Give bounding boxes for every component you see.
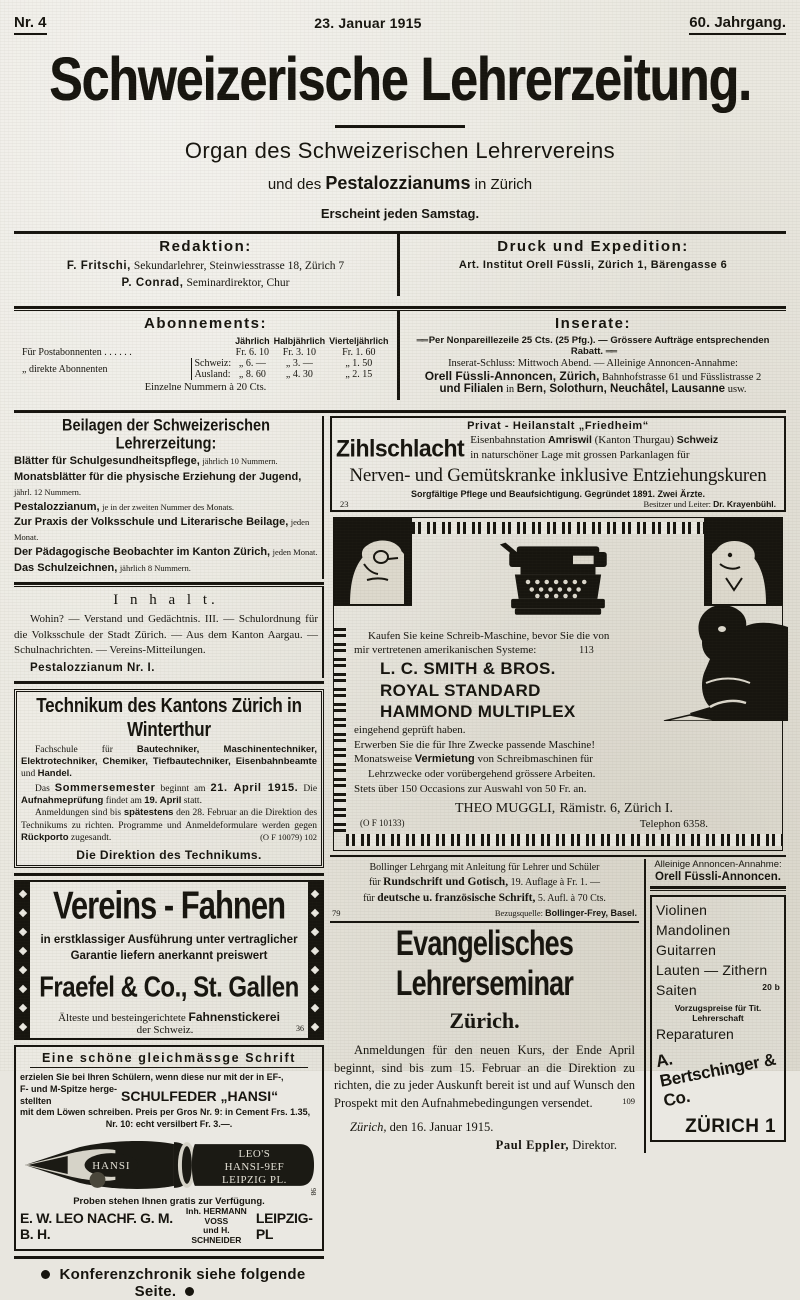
divider-below-masthead [14, 410, 786, 413]
semester-die: Die [303, 783, 318, 794]
typewriter-illustration-row [334, 518, 782, 627]
subtitle-pestalozzianum: Pestalozzianums [325, 173, 471, 193]
ornament-right [308, 882, 322, 1038]
instruments-company: A. Bertschinger & Co. [654, 1049, 778, 1111]
country: Schweiz [676, 434, 719, 447]
zihlschlacht-setting: in naturschöner Lage mit grossen Parkanlagen für [470, 449, 690, 462]
typewriter-brand-3: HAMMOND MULTIPLEX [380, 702, 576, 722]
inserate-block [400, 311, 786, 400]
portrait-old-man-icon [334, 518, 412, 606]
inserate-rates: ══ Per Nonpareillezeile 25 Cts. (25 Pfg.). — Grössere Aufträge entsprechenden Rabatt. ══ [416, 335, 770, 358]
issue-number: Nr. 4 [14, 14, 47, 35]
old-man-face-icon [334, 518, 412, 606]
schulfeder-brand-row [20, 1084, 318, 1107]
beilage-note: jeden Monat. [14, 517, 310, 542]
beilage-note: jährl. 12 Nummern. [14, 486, 82, 497]
tagline-lead: Älteste und besteingerichtete [58, 1012, 186, 1025]
zihlschlacht-location-line [470, 433, 780, 448]
inserate-heading: Inserate: [554, 315, 632, 333]
table-row [20, 358, 391, 369]
exam-statt: statt. [183, 795, 202, 806]
druck-address: Art. Institut Orell Füssli, Zürich 1, Bärengasse 6 [458, 259, 728, 271]
intro-text-1: Kaufen Sie keine Schreib-Maschine, bevor Sie die von [368, 629, 610, 642]
schulfeder-line-3: stellten [20, 1095, 52, 1106]
annoncen-line-1: Alleinige Annoncen-Annahme: [654, 859, 782, 871]
exam-on: findet am [105, 795, 142, 806]
dealer-address: Rämistr. 6, Zürich I. [559, 801, 674, 817]
typewriter-icon [483, 540, 633, 622]
care-note: Sorgfältige Pflege und Beaufsichtigung. [410, 488, 582, 499]
programs-and: und [21, 769, 36, 780]
inserate-agency [406, 369, 780, 383]
schulfeder-line-4: mit dem Löwen schreiben. Preis per Gros Nr. 9: in Cement Frs. 1.35, [20, 1107, 311, 1118]
zihlschlacht-description [470, 433, 780, 462]
station-name: Amriswil [548, 434, 592, 447]
seminar-place: Zürich, [350, 1119, 387, 1134]
row-value: „ 3. — [285, 358, 313, 370]
instrument-item-last [656, 981, 780, 1001]
rental-word: Vermietung [414, 753, 475, 766]
dealer-name: THEO MUGGLI, [454, 801, 556, 817]
fahnen-line-1: in erstklassiger Ausführung unter vertraglicher [40, 934, 298, 947]
ad-reference-code: 109 [622, 1096, 635, 1107]
programs-lead: Fachschule für [35, 744, 113, 755]
owner-label: Besitzer und Leiter: [643, 498, 712, 509]
bollinger-course-2: deutsche u. französische Schrift, [377, 892, 536, 904]
divider-right-column [330, 855, 786, 857]
list-item [14, 545, 318, 561]
seminar-date-line [334, 1120, 635, 1135]
schulfeder-line-1: erzielen Sie bei Ihren Schülern, wenn diese nur mit der in EF-, [20, 1072, 284, 1083]
masthead-info-row-2 [14, 311, 786, 400]
ad-typewriter-muggli[interactable] [330, 517, 786, 852]
editor-1-name: F. Fritschi, [66, 260, 131, 272]
exam-label: Aufnahmeprüfung [21, 794, 104, 806]
zihlschlacht-owner-row [336, 499, 780, 509]
exam-date: 19. April [144, 794, 182, 806]
divider-mid [14, 306, 786, 309]
right-narrow-column [644, 859, 786, 1153]
list-item [14, 515, 318, 545]
seminar-signature [334, 1138, 635, 1153]
typewriter-p3: Lehrzwecke oder vorübergehend grössere Arbeiten. [368, 768, 596, 781]
row-value: „ 8. 60 [238, 369, 266, 381]
bullet-dot-left [41, 1270, 50, 1279]
typewriter-text-row [334, 627, 782, 833]
table-header-row [20, 335, 391, 347]
reg-lead: Anmeldungen sind bis [35, 808, 122, 819]
zihlschlacht-footer [336, 489, 780, 499]
rental-monthly: Monatsweise [354, 753, 413, 766]
subtitle-prefix: und des [267, 176, 322, 193]
bullet-dot-right [185, 1287, 194, 1296]
col-jaehrlich: Jährlich [235, 336, 270, 347]
instruments-repairs: Reparaturen [656, 1025, 734, 1042]
bollinger-fuer-1: für [368, 877, 381, 889]
bollinger-price-1: 19. Auflage à Fr. 1. — [510, 877, 601, 889]
right-bottom-row [330, 859, 786, 1153]
fahnen-line-2: Garantie liefern anerkannt preiswert [70, 949, 268, 962]
schulfeder-line-2: F- und M-Spitze herge- [20, 1084, 117, 1095]
subtitle-suffix: in Zürich [474, 176, 533, 193]
ad-reference-code: 79 [332, 907, 341, 918]
reg-deadline-word: spätestens [123, 807, 174, 819]
seminar-body [334, 1042, 635, 1113]
ad-bollinger[interactable] [330, 859, 639, 923]
redaktion-editor-1 [20, 258, 391, 275]
technikum-programs [21, 744, 317, 781]
schulfeder-line-5: Nr. 10: echt versilbert Fr. 3.—. [105, 1119, 233, 1130]
semester-name: Sommersemester [54, 781, 156, 794]
konferenzchronik-notice [14, 1266, 324, 1300]
beilage-note: je in der zweiten Nummer des Monats. [102, 501, 235, 512]
greek-key-border-left [334, 627, 346, 833]
schulfeder-maker-row [20, 1207, 318, 1246]
beilage-note: jährlich 8 Nummern. [119, 562, 191, 573]
typewriter-dealer-line [354, 799, 774, 817]
instrument-item: Saiten [656, 981, 697, 998]
instrument-item: Violinen [656, 902, 708, 919]
instruments-discount-note: Vorzugspreise für Tit. Lehrerschaft [674, 1002, 762, 1023]
annoncen-line-2: Orell Füssli-Annoncen. [655, 871, 781, 884]
masthead-subtitle-pestalozzianum [14, 173, 786, 194]
technikum-signature: Die Direktion des Technikums. [76, 848, 262, 863]
typewriter-p2 [354, 752, 774, 767]
beilage-name: Der Pädagogische Beobachter im Kanton Zürich, [14, 546, 271, 559]
row-value: Fr. 6. 10 [235, 347, 270, 359]
list-item [14, 561, 318, 577]
bollinger-footer [332, 907, 637, 918]
ad-reference-code: 23 [340, 498, 349, 509]
divider-inhalt [14, 681, 324, 684]
beilage-name: Das Schulzeichnen, [14, 561, 118, 574]
editor-2-name: P. Conrad, [121, 276, 184, 289]
inserate-rates-text: Per Nonpareillezeile 25 Cts. (25 Pfg.). — Grössere Aufträge entsprechenden Rabatt. [428, 335, 770, 358]
beilage-name: Zur Praxis der Volksschule und Literarische Beilage, [14, 516, 289, 529]
ad-reference-code: (O F 10133) [360, 818, 405, 829]
branches-label: und Filialen [439, 383, 504, 396]
technikum-registration [21, 807, 317, 844]
ad-reference-code-top: 113 [579, 645, 594, 657]
beilage-name: Monatsblätter für die physische Erziehung der Jugend, [14, 470, 302, 483]
young-man-face-icon [704, 518, 782, 606]
inserate-branches [406, 383, 780, 395]
bollinger-line-3 [332, 891, 637, 907]
col-halbjaehrlich: Halbjährlich [273, 336, 326, 347]
greek-key-border-top [412, 522, 704, 534]
reg-sent: zugesandt. [70, 832, 112, 843]
instruments-city: ZÜRICH 1 [685, 1115, 776, 1137]
row-label: „ direkte Abonnenten [20, 358, 192, 380]
founded-year: Gegründet 1891. [584, 488, 656, 499]
ad-reference-code: 98 [309, 1188, 318, 1196]
source-label: Bezugsquelle: [494, 907, 544, 918]
page-title: Schweizerische Lehrerzeitung. [49, 45, 751, 114]
ad-reference-code: (O F 10079) 102 [260, 831, 317, 842]
instrument-item: Mandolinen [656, 922, 731, 939]
abonnements-heading: Abonnements: [144, 315, 267, 333]
owner-block [644, 499, 776, 509]
branches-cities: Bern, Solothurn, Neuchâtel, Lausanne [516, 383, 726, 396]
typewriter-copy [346, 627, 782, 833]
divider-beilagen [14, 582, 324, 585]
tagline-craft: Fahnenstickerei [188, 1010, 280, 1025]
fahnen-company: Fraefel & Co., St. Gallen [39, 971, 299, 1004]
maker-owners [180, 1207, 253, 1246]
zihlschlacht-name: Zihlschlacht [336, 433, 465, 462]
abonnements-block [14, 311, 400, 400]
content-columns [14, 416, 786, 1299]
ad-bertschinger-instruments[interactable] [650, 895, 786, 1141]
fahnen-title: Vereins - Fahnen [52, 883, 286, 928]
schulfeder-title: Eine schöne gleichmässge Schrift [30, 1051, 308, 1068]
seminar-body-text: Anmeldungen für den neuen Kurs, der Ende April beginnt, sind bis zum 15. Februar an die Direktion zu richten, die zu jeder Auskunft bereit ist und auf Wunsch den Prospekt mit den Aufnahmebedingungen versendet. [334, 1042, 635, 1111]
divider-before-konferenz [14, 1256, 324, 1259]
row-value: „ 2. 15 [345, 369, 373, 381]
typewriter-after: eingehend geprüft haben. [354, 724, 466, 737]
inhalt-section [14, 587, 324, 677]
list-item [14, 454, 318, 470]
editor-2-detail: Seminardirektor, Chur [186, 276, 290, 289]
row-value: „ 6. — [238, 358, 266, 370]
list-item [14, 470, 318, 500]
ad-reference-code: 20 b [762, 981, 780, 992]
right-column [330, 416, 786, 1299]
canton: (Kanton Thurgau) [594, 434, 674, 447]
fahnen-tagline-2 [34, 1024, 304, 1036]
row-value: „ 4. 30 [285, 369, 313, 381]
typewriter-brand-2: ROYAL STANDARD [380, 680, 541, 700]
annoncen-notice [650, 859, 786, 883]
portrait-young-man-icon [704, 518, 782, 606]
beilagen-section [14, 416, 324, 579]
col-vierteljaehrlich: Vierteljährlich [329, 336, 389, 347]
signer-role: Direktor. [572, 1137, 617, 1152]
beilagen-title: Beilagen der Schweizerischen Lehrerzeitung: [62, 417, 270, 454]
typewriter-intro-2 [354, 643, 774, 658]
zihlschlacht-services: Nerven- und Gemütskranke inklusive Entziehungskuren [349, 464, 767, 486]
typewriter-brand-1: L. C. SMITH & BROS. [380, 658, 556, 678]
zihlschlacht-row [336, 433, 780, 462]
nib-icon [20, 1134, 318, 1196]
programs-handel: Handel. [37, 768, 72, 780]
agency-name: Orell Füssli-Annoncen, Zürich, [424, 369, 600, 384]
maker-owner-2: und H. SCHNEIDER [191, 1225, 242, 1246]
source-name: Bollinger-Frey, Basel. [545, 907, 637, 918]
masthead-rule [335, 125, 465, 128]
typewriter-p4: Stets über 150 Occasions zur Auswahl von 50 Fr. an. [354, 782, 587, 795]
druck-block [400, 234, 786, 296]
ad-reference-code: 36 [296, 1024, 304, 1034]
inhalt-title: I n h a l t. [113, 592, 219, 609]
list-item [14, 500, 318, 516]
schulfeder-brand: SCHULFEDER „HANSI“ [121, 1087, 279, 1104]
fahnen-layout [16, 882, 322, 1038]
beilage-name: Blätter für Schulgesundheitspflege, [14, 455, 200, 468]
abonnements-footer: Einzelne Nummern à 20 Cts. [144, 382, 267, 394]
divider-after-technikum [14, 873, 324, 876]
row-label: Für Postabonnenten . . . . . . [22, 347, 132, 359]
agency-address: Bahnhofstrasse 61 und Füsslistrasse 2 [602, 372, 762, 384]
redaktion-heading: Redaktion: [159, 238, 252, 255]
seminar-city: Zürich. [449, 1007, 520, 1033]
schulfeder-lead-lines [20, 1084, 117, 1107]
maker-owner-1: Inh. HERMANN VOSS [185, 1205, 247, 1226]
volume-label: 60. Jahrgang. [689, 14, 786, 35]
publication-frequency: Erscheint jeden Samstag. [320, 206, 480, 221]
instrument-item: Guitarren [656, 942, 717, 959]
ad-technikum[interactable] [14, 689, 324, 869]
bollinger-source [495, 908, 637, 918]
divider-annoncen-thin [650, 890, 786, 891]
owner-name: Dr. Krayenbühl. [713, 498, 776, 509]
seminar-title: Evangelisches Lehrerseminar [395, 923, 574, 1003]
intro-text-2: mir vertretenen amerikanischen Systeme: [354, 644, 537, 657]
station-label: Eisenbahnstation [470, 434, 546, 447]
typewriter-machine-illustration [412, 518, 704, 627]
dealer-phone: Telephon 6358. [639, 818, 708, 831]
row-sublabel: Ausland: [194, 369, 231, 381]
schulfeder-samples-note: Proben stehen Ihnen gratis zur Verfügung. [73, 1195, 265, 1207]
semester-starts: beginnt am [160, 783, 206, 794]
bollinger-line-2 [332, 875, 637, 891]
left-column [14, 416, 324, 1299]
divider-annoncen [650, 886, 786, 889]
typewriter-intro-1 [354, 629, 774, 644]
ad-vereins-fahnen[interactable] [14, 880, 324, 1040]
semester-the: Das [35, 783, 50, 794]
technikum-title: Technikum des Kantons Zürich in Winterthur [36, 693, 302, 741]
masthead-subtitle-organ: Organ des Schweizerischen Lehrervereins [184, 138, 616, 163]
tagline-country: der Schweiz. [136, 1024, 194, 1037]
inhalt-body: Wohin? — Verstand und Gedächtnis. III. — Schulordnung für die Volksschule der Stadt Zürich. — Aus dem Kanton Aargau. — Schulnachrichten. — Vereins-Mitteilungen. [14, 613, 318, 657]
row-sublabel: Schweiz: [194, 358, 232, 370]
row-value: „ 1. 50 [345, 358, 373, 370]
masthead-info-row-1 [14, 234, 786, 296]
typewriter-contact-row [354, 817, 774, 830]
svg-text:LEO'S: LEO'S [238, 1147, 271, 1160]
editor-1-detail: Sekundarlehrer, Steinwiesstrasse 18, Zürich 7 [133, 260, 345, 272]
svg-text:HANSI-9EF: HANSI-9EF [224, 1160, 285, 1173]
inserate-deadline: Inserat-Schluss: Mittwoch Abend. — Alleinige Annoncen-Annahme: [448, 358, 738, 370]
greek-key-border-bottom [346, 834, 782, 846]
bollinger-course-1: Rundschrift und Gotisch, [383, 876, 509, 889]
typewriter-frame [333, 517, 783, 852]
seminar-date: den 16. Januar 1915. [389, 1119, 494, 1134]
programs-list: Bautechniker, Maschinentechniker, Elektrotechniker, Chemiker, Tiefbautechniker, Eisenbahnbeamte [21, 743, 317, 767]
inhalt-footer: Pestalozzianum Nr. I. [30, 661, 155, 674]
row-sublabel [192, 347, 233, 358]
branches-in: in [505, 384, 515, 396]
redaktion-editor-2 [20, 275, 391, 292]
semester-date: 21. April 1915. [210, 781, 299, 794]
technikum-semester [21, 781, 317, 808]
right-bottom-left [330, 859, 639, 1153]
issue-header [14, 0, 786, 35]
bollinger-price-2: 5. Aufl. à 70 Cts. [537, 893, 606, 904]
beilage-name: Pestalozzianum, [14, 500, 100, 513]
ad-schulfeder-hansi[interactable] [14, 1045, 324, 1251]
reg-postage: Rückporto [21, 831, 69, 843]
beilage-note: jährlich 10 Nummern. [202, 456, 278, 467]
konferenzchronik-text: Konferenzchronik siehe folgende Seite. [59, 1265, 306, 1300]
ad-zihlschlacht-friedheim[interactable] [330, 416, 786, 511]
doctor-count: Zwei Ärzte. [657, 488, 706, 499]
rental-rest: von Schreibmaschinen für [477, 753, 593, 766]
fahnen-content [30, 882, 308, 1038]
row-value: Fr. 3. 10 [282, 347, 317, 359]
issue-date: 23. Januar 1915 [314, 15, 422, 31]
bollinger-fuer-2: für [363, 893, 375, 904]
abonnements-table [20, 335, 391, 380]
pen-nib-illustration [20, 1134, 318, 1196]
beilage-note: jeden Monat. [272, 547, 318, 558]
svg-text:LEIPZIG PL.: LEIPZIG PL. [222, 1173, 287, 1186]
typewriter-p1: Erwerben Sie die für Ihre Zwecke passende Maschine! [354, 738, 595, 751]
branches-etc: usw. [727, 384, 747, 396]
maker-name-left: E. W. LEO NACHF. G. M. B. H. [20, 1210, 173, 1243]
ad-evangelisches-lehrerseminar[interactable] [330, 923, 639, 1153]
friedheim-title: Privat - Heilanstalt „Friedheim“ [467, 420, 649, 433]
table-row [20, 347, 391, 358]
svg-text:HANSI: HANSI [92, 1159, 131, 1172]
ornament-left [16, 882, 30, 1038]
druck-heading: Druck und Expedition: [497, 238, 689, 255]
row-value: Fr. 1. 60 [342, 347, 376, 359]
signer-name: Paul Eppler, [495, 1137, 570, 1152]
reg-detail: den 28. Februar an die Direktion des Technikums zu richten. Programme und Anmeldeformulare werden gegen [21, 808, 318, 831]
bollinger-title: Bollinger Lehrgang mit Anleitung für Lehrer und Schüler [369, 862, 600, 874]
instrument-item: Lauten — Zithern [656, 961, 768, 978]
redaktion-block [14, 234, 400, 296]
fahnen-tagline-1 [34, 1010, 304, 1024]
maker-city: LEIPZIG-PL [255, 1210, 313, 1243]
